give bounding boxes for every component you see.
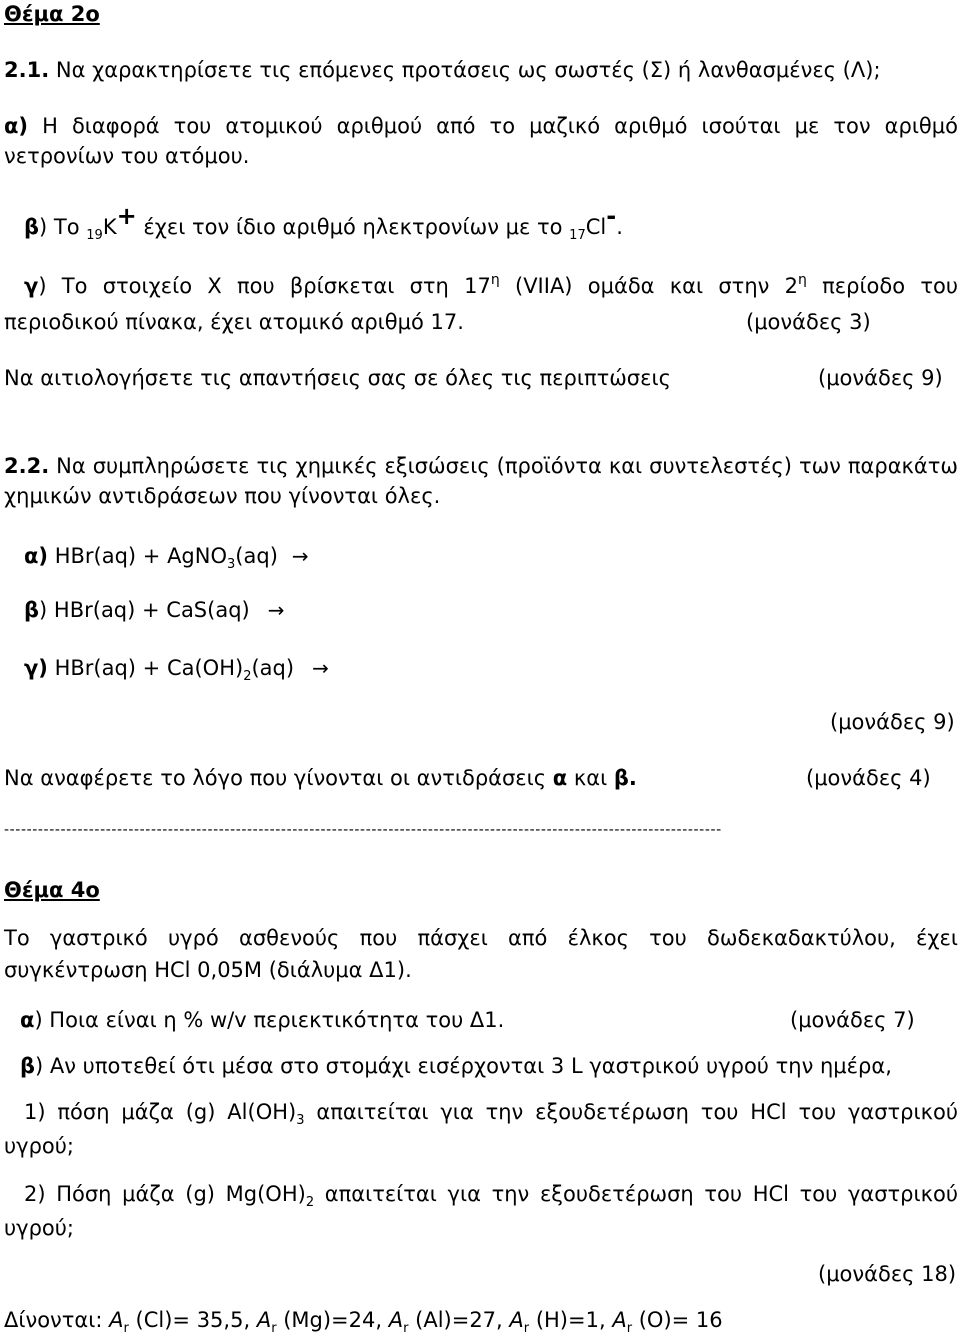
topic2-title: Θέμα 2ο xyxy=(4,2,100,26)
equation-label: γ) xyxy=(24,656,48,680)
topic4-intro-line1: Το γαστρικό υγρό ασθενούς που πάσχει από έλκος του δωδεκαδακτύλου, έχει xyxy=(4,926,958,950)
points-9-equations: (μονάδες 9) xyxy=(830,710,955,734)
charge-minus: - xyxy=(606,202,617,230)
question-4b2-line2: υγρού; xyxy=(4,1216,74,1240)
equation-c: γ) $HBr(aq) + Ca(OH)_2(aq)$ → xyxy=(24,656,329,684)
equation-b: β) HBr(aq) + CaS(aq) → xyxy=(24,598,285,622)
statement-c-line1: γ) Το στοιχείο Χ που βρίσκεται στη $17^\eta$ (VIIA) ομάδα και στην $2^\eta$ περίοδο του xyxy=(24,272,959,298)
equation-a: α) HBr(aq) + AgNO$_3$(aq) → xyxy=(24,544,309,572)
statement-label: γ xyxy=(24,274,39,298)
equation-label: β xyxy=(24,598,40,622)
points-9: (μονάδες 9) xyxy=(818,366,943,390)
section-divider: ------------------------------------------------------------------------------------------------------------------------------- xyxy=(4,822,722,838)
points-4: (μονάδες 4) xyxy=(806,766,931,790)
equation-label: α) xyxy=(24,544,49,568)
justify-instruction: Να αιτιολογήσετε τις απαντήσεις σας σε όλες τις περιπτώσεις xyxy=(4,366,671,390)
charge-plus: + xyxy=(116,202,137,230)
question-text: Να χαρακτηρίσετε τις επόμενες προτάσεις ως σωστές (Σ) ή λανθασμένες (Λ); xyxy=(49,58,881,82)
question-label: β xyxy=(20,1054,36,1078)
statement-label: β xyxy=(24,215,40,239)
statement-a-line2: νετρονίων του ατόμου. xyxy=(4,144,250,168)
reaction-arrow-icon: → xyxy=(312,656,329,680)
points-18: (μονάδες 18) xyxy=(818,1262,957,1286)
question-number: 2.2. xyxy=(4,454,50,478)
reaction-arrow-icon: → xyxy=(267,598,285,622)
question-4b1-line2: υγρού; xyxy=(4,1134,74,1158)
reason-instruction: Να αναφέρετε το λόγο που γίνονται οι αντιδράσεις α και β. xyxy=(4,766,637,790)
statement-c-line2: περιοδικού πίνακα, έχει ατομικό αριθμό 17. xyxy=(4,310,464,334)
question-2-2-line1: 2.2. Να συμπληρώσετε τις χημικές εξισώσεις (προϊόντα και συντελεστές) των παρακάτω xyxy=(4,454,958,478)
question-4a: α) Ποια είναι η % w/v περιεκτικότητα του Δ1. xyxy=(20,1008,505,1032)
question-2-1 xyxy=(4,58,881,82)
statement-text: Η διαφορά του ατομικού αριθμού από το μαζικό αριθμό ισούται με τον αριθμό xyxy=(42,114,958,138)
topic4-title: Θέμα 4ο xyxy=(4,878,100,902)
question-4b2-line1: 2) Πόση μάζα (g) $Mg(OH)_2$ απαιτείται για την εξουδετέρωση του HCl του γαστρικού xyxy=(24,1182,958,1210)
question-4b: β) Αν υποτεθεί ότι μέσα στο στομάχι εισέρχονται 3 L γαστρικού υγρού την ημέρα, xyxy=(20,1054,892,1078)
statement-label: α) xyxy=(4,114,29,138)
points-3: (μονάδες 3) xyxy=(746,310,871,334)
question-2-2-line2: χημικών αντιδράσεων που γίνονται όλες. xyxy=(4,484,441,508)
topic4-intro-line2: συγκέντρωση HCl 0,05M (διάλυμα Δ1). xyxy=(4,958,412,982)
question-number: 2.1. xyxy=(4,58,50,82)
reaction-arrow-icon: → xyxy=(291,544,309,568)
given-values: Δίνονται: $A_r$ (Cl)= 35,5, $A_r$ (Mg)=24, $A_r$ (Al)=27, $A_r$ (H)=1, $A_r$ (O)= 16 xyxy=(4,1308,723,1336)
statement-b: β) Το $_{19}$K+ έχει τον ίδιο αριθμό ηλεκτρονίων με το $_{17}$Cl-. xyxy=(24,202,623,243)
points-7: (μονάδες 7) xyxy=(790,1008,915,1032)
statement-a-line1 xyxy=(4,114,958,138)
question-label: α xyxy=(20,1008,35,1032)
question-4b1-line1: 1) πόση μάζα (g) $Al(OH)_3$ απαιτείται για την εξουδετέρωση του HCl του γαστρικού xyxy=(24,1100,958,1128)
